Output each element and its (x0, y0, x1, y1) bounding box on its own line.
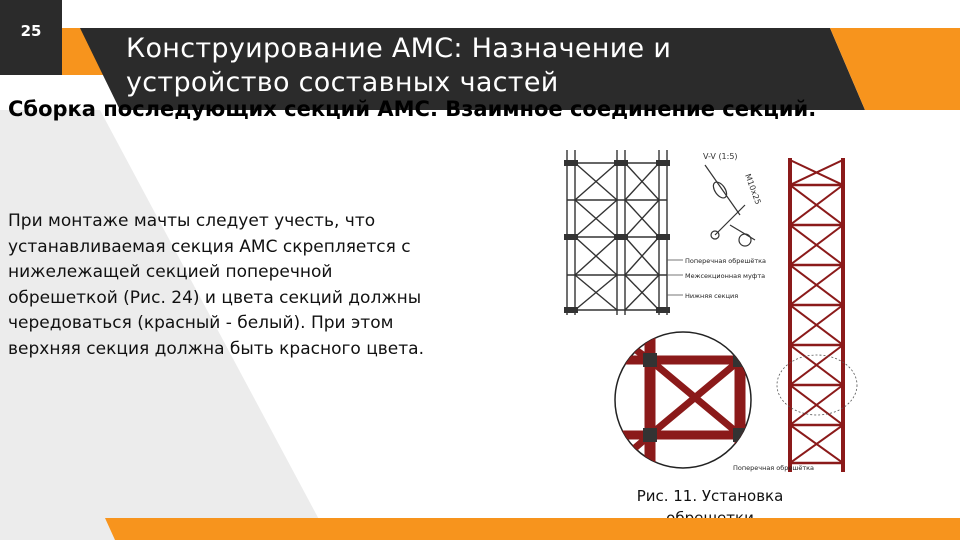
callout-label: Нижняя секция (685, 292, 739, 300)
slide-title: Конструирование АМС: Назначение и устройство составных частей (126, 33, 672, 98)
callout-label: Поперечная обрешётка (733, 464, 815, 472)
closeup-circle (615, 325, 755, 475)
body-paragraph: При монтаже мачты следует учесть, что устанавливаемая секция АМС скрепляется с нижележащей секцией поперечной обрешеткой (Рис. 24) и цвета секций должны чередоваться (красный - белый). При этом верхняя секция должна быть красного цвета. (8, 211, 424, 359)
dimension-label: V-V (1:5) (703, 152, 738, 161)
tower-elevation (790, 160, 843, 470)
figure-caption: Рис. 11. Установка (636, 487, 784, 505)
slide-number: 25 (20, 22, 42, 40)
callout-label: Поперечная обрешётка (685, 257, 767, 265)
callout-label: Межсекционная муфта (685, 272, 766, 280)
bolt-label: M10x25 (743, 172, 763, 206)
bottom-accent-bar (0, 518, 960, 540)
section-heading: Сборка последующих секций АМС. Взаимное соединение секций. (8, 97, 817, 121)
lattice-drawing (567, 150, 667, 315)
tower-lattice-figure (555, 145, 860, 477)
